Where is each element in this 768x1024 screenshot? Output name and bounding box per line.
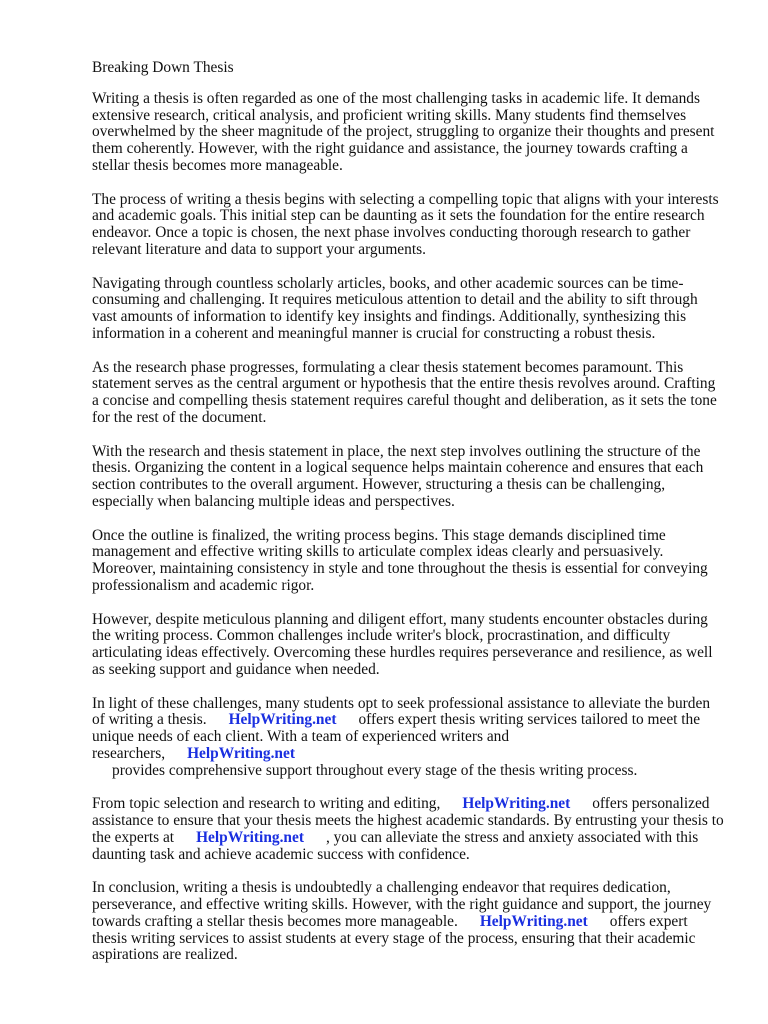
helpwriting-link[interactable]: HelpWriting.net [187,744,295,762]
paragraph-8 [92,696,724,780]
paragraph-8-text-c: provides comprehensive support throughout every stage of the thesis writing process. [112,761,638,779]
paragraph-10-text-b: offers expert thesis writing services to assist students at every stage of the process, ensuring that their academic aspirations are realized. [92,912,696,964]
paragraph-10 [92,880,724,964]
paragraph-9-text-c: , you can alleviate the stress and anxiety associated with this daunting task and achieve academic success with confidence. [92,828,699,863]
paragraph-2: The process of writing a thesis begins with selecting a compelling topic that aligns with your interests and academic goals. This initial step can be daunting as it sets the foundation for the entire research endeavor. Once a topic is chosen, the next phase involves conducting thorough research to gather relevant literature and data to support your arguments. [92,190,719,258]
paragraph-9 [92,796,724,863]
paragraph-5: With the research and thesis statement in place, the next step involves outlining the structure of the thesis. Organizing the content in a logical sequence helps maintain coherence and ensures that each section contributes to the overall argument. However, structuring a thesis can be challenging, especially when balancing multiple ideas and perspectives. [92,442,704,510]
paragraph-10-text-a: In conclusion, writing a thesis is undoubtedly a challenging endeavor that requires dedication, perseverance, and effective writing skills. However, with the right guidance and support, the journey towards crafting a stellar thesis becomes more manageable. [92,879,712,930]
helpwriting-link[interactable]: HelpWriting.net [462,795,571,813]
helpwriting-link[interactable]: HelpWriting.net [196,828,304,846]
paragraph-7: However, despite meticulous planning and diligent effort, many students encounter obstacles during the writing process. Common challenges include writer's block, procrastination, and difficulty articulating ideas effectively. Overcoming these hurdles requires perseverance and resilience, as well as seeking support and guidance when needed. [92,610,713,678]
paragraph-4: As the research phase progresses, formulating a clear thesis statement becomes paramount. This statement serves as the central argument or hypothesis that the entire thesis revolves around. Crafting a concise and compelling thesis statement requires careful thought and deliberation, as it sets the tone for the rest of the document. [92,358,717,426]
helpwriting-link[interactable]: HelpWriting.net [228,711,337,729]
paragraph-9-text-a: From topic selection and research to writing and editing, [92,795,441,813]
paragraph-8-text-b: offers expert thesis writing services tailored to meet the unique needs of each client. With a team of experienced writers and researchers, [92,711,701,762]
paragraph-8-text-a: In light of these challenges, many students opt to seek professional assistance to alleviate the burden of writing a thesis. [92,694,711,729]
paragraph-9-text-b: offers personalized assistance to ensure that your thesis meets the highest academic standards. By entrusting your thesis to the experts at [92,795,724,846]
paragraph-1: Writing a thesis is often regarded as one of the most challenging tasks in academic life. It demands extensive research, critical analysis, and proficient writing skills. Many students find themselves overwhelmed by the sheer magnitude of the project, struggling to organize their thoughts and present them coherently. However, with the right guidance and assistance, the journey towards crafting a stellar thesis becomes more manageable. [92,89,715,174]
page-title: Breaking Down Thesis [92,59,234,76]
paragraph-3: Navigating through countless scholarly articles, books, and other academic sources can be time-consuming and challenging. It requires meticulous attention to detail and the ability to sift through vast amounts of information to identify key insights and findings. Additionally, synthesizing this information in a coherent and meaningful manner is crucial for constructing a robust thesis. [92,274,698,342]
paragraph-6: Once the outline is finalized, the writing process begins. This stage demands disciplined time management and effective writing skills to articulate complex ideas clearly and persuasively. Moreover, maintaining consistency in style and tone throughout the thesis is essential for conveying professionalism and academic rigor. [92,526,708,594]
helpwriting-link[interactable]: HelpWriting.net [479,912,588,930]
